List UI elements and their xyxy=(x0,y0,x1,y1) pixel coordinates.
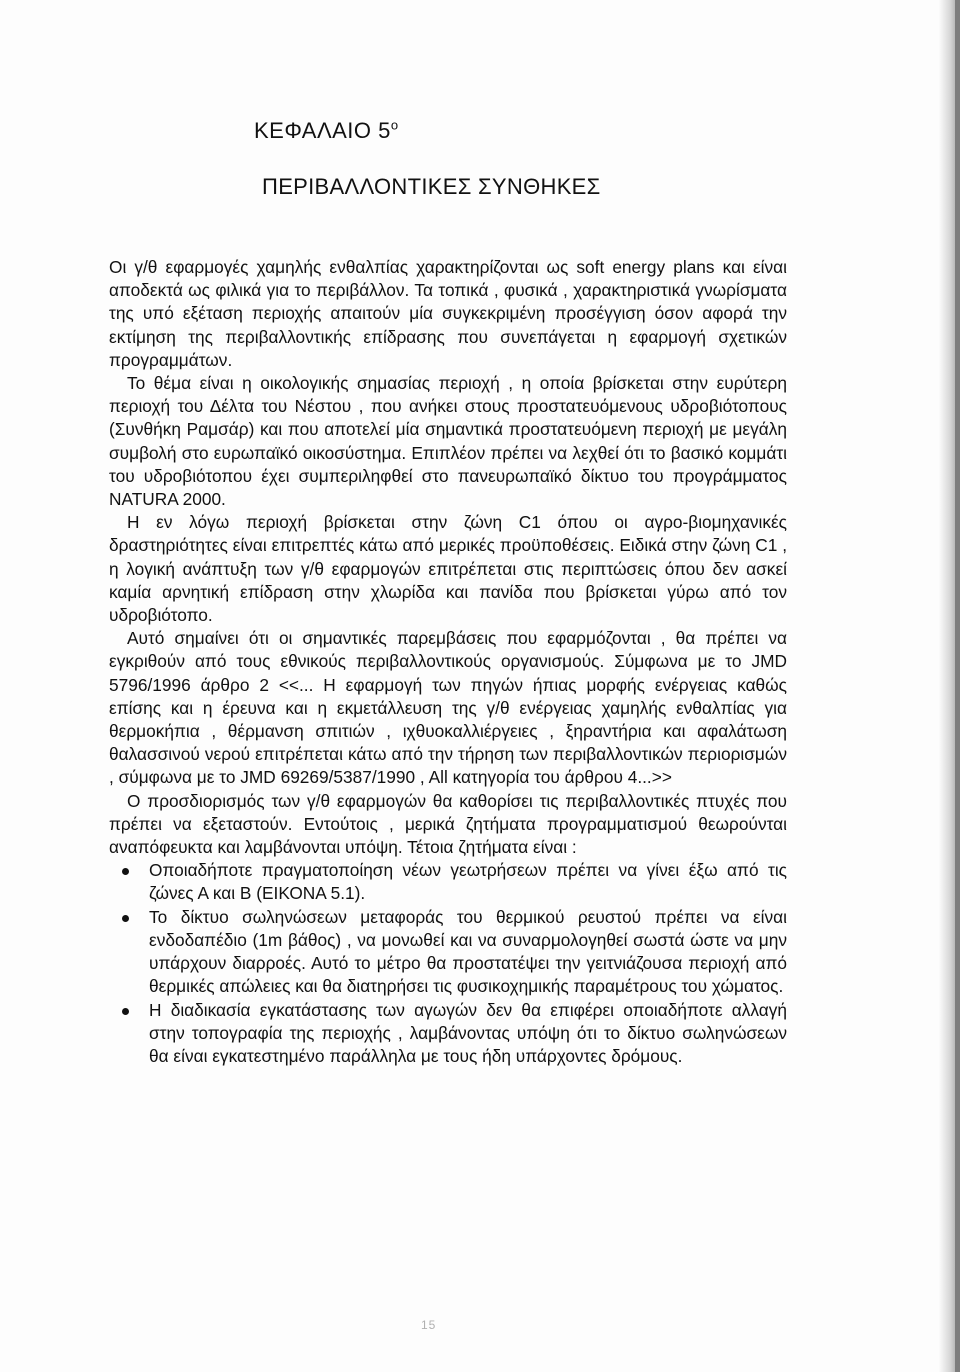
bullet-icon xyxy=(122,868,129,875)
paragraph-zone-c1: Η εν λόγω περιοχή βρίσκεται στην ζώνη C1 όπου οι αγρο-βιομηχανικές δραστηριότητες είναι επιτρεπτές κάτω από μερικές προϋποθέσεις. Ειδικά στην ζώνη C1 , η λογική ανάπτυξη των γ/θ εφαρμογών επιτρέπεται στις περιπτώσεις όπου δεν ασκεί καμία αρνητική επίδραση στην χλωρίδα και πανίδα που βρίσκεται γύρω από τον υδροβιότοπο. xyxy=(109,512,787,626)
chapter-number: ΚΕΦΑΛΑΙΟ $5^o$ xyxy=(254,117,399,143)
body-text xyxy=(109,256,787,1068)
issues-list xyxy=(109,859,787,1068)
chapter-number-superscript: ο xyxy=(390,117,399,133)
list-item-text: Οποιαδήποτε πραγματοποίηση νέων γεωτρήσεων πρέπει να γίνει έξω από τις ζώνες Α και Β (ΕΙΚΟΝΑ 5.1). xyxy=(149,860,787,904)
list-item-text: Το δίκτυο σωληνώσεων μεταφοράς του θερμικού ρευστού πρέπει να είναι ενδοδαπέδιο (1m βάθος) , να μονωθεί και να συναρμολογηθεί σωστά ώστε να μην υπάρχουν διαρροές. Αυτό το μέτρο θα προστατέψει την γειτνιάζουσα περιοχή από θερμικές απώλειες και θα διατηρήσει τις φυσικοχημικής παραμέτρους του χώματος. xyxy=(149,906,787,997)
chapter-title: ΠΕΡΙΒΑΛΛΟΝΤΙΚΕΣ ΣΥΝΘΗΚΕΣ xyxy=(262,174,601,199)
paragraph-wetland: Το θέμα είναι η οικολογικής σημασίας περιοχή , η οποία βρίσκεται στην ευρύτερη περιοχή του Δέλτα του Νέστου , που ανήκει στους προστατευόμενους υδροβιότοπους (Συνθήκη Ραμσάρ) και που αποτελεί μία σημαντικά προστατευόμενη περιοχή με μεγάλη συμβολή στο ευρωπαϊκό οικοσύστημα. Επιπλέον πρέπει να λεχθεί ότι το βασικό κομμάτι του υδροβιότοπου έχει συμπεριληφθεί στο πανευρωπαϊκό δίκτυο του προγράμματος NATURA 2000. xyxy=(109,373,787,510)
list-item-text: Η διαδικασία εγκατάστασης των αγωγών δεν θα επιφέρει οποιαδήποτε αλλαγή στην τοπογραφία της περιοχής , λαμβάνοντας υπόψη ότι το δίκτυο σωληνώσεων θα είναι εγκατεστημένο παράλληλα με τους ήδη υπάρχοντες δρόμους. xyxy=(149,999,787,1066)
paragraph-intro: Οι γ/θ εφαρμογές χαμηλής ενθαλπίας χαρακτηρίζονται ως soft energy plans και είναι αποδεκτά ως φιλικά για το περιβάλλον. Τα τοπικά , φυσικά , χαρακτηριστικά γνωρίσματα της υπό εξέταση περιοχής απαιτούν μία συγκεκριμένη προσέγγιση όσον αφορά την εκτίμηση της περιβαλλοντικής επίδρασης που συνεπάγεται η εφαρμογή σχετικών προγραμμάτων. xyxy=(109,257,787,370)
bullet-icon xyxy=(122,1008,129,1015)
list-item xyxy=(109,999,787,1069)
paragraph-regulations: Αυτό σημαίνει ότι οι σημαντικές παρεμβάσεις που εφαρμόζονται , θα πρέπει να εγκριθούν από τους εθνικούς περιβαλλοντικούς οργανισμούς. Σύμφωνα με το JMD 5796/1996 άρθρο 2 <<... Η εφαρμογή των πηγών ήπιας μορφής ενέργειας καθώς επίσης και η έρευνα και η εκμετάλλευση της γ/θ ενέργειας χαμηλής ενθαλπίας για θερμοκήπια , θέρμανση σπιτιών , ιχθυοκαλλιέργειες , ξηραντήρια και αφαλάτωση θαλασσινού νερού επιτρέπεται κάτω από την τήρηση των περιβαλλοντικών περιορισμών , σύμφωνα με το JMD 69269/5387/1990 , All κατηγορία του άρθρου 4...>> xyxy=(109,628,787,788)
paragraph-planning-issues: Ο προσδιορισμός των γ/θ εφαρμογών θα καθορίσει τις περιβαλλοντικές πτυχές που πρέπει να εξεταστούν. Εντούτοις , μερικά ζητήματα προγραμματισμού θεωρούνται αναπόφευκτα και λαμβάνονται υπόψη. Τέτοια ζητήματα είναι : xyxy=(109,790,787,858)
page-number: 15 xyxy=(421,1318,437,1332)
bullet-icon xyxy=(122,915,129,922)
list-item xyxy=(109,859,787,905)
list-item xyxy=(109,906,787,999)
page-edge-bar xyxy=(955,0,960,1372)
